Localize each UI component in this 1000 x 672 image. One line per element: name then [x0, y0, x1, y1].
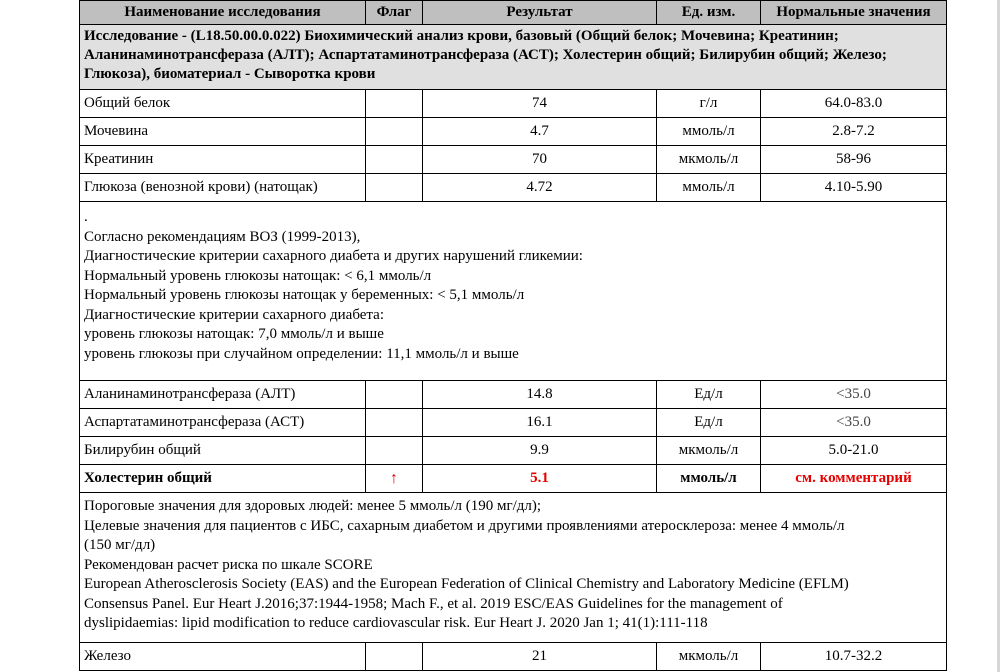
test-result: 21: [423, 643, 657, 671]
comment-line: Пороговые значения для здоровых людей: менее 5 ммоль/л (190 мг/дл);: [84, 498, 542, 514]
test-unit: мкмоль/л: [657, 437, 761, 465]
test-name: Железо: [80, 643, 366, 671]
test-unit: Ед/л: [657, 409, 761, 437]
test-unit: г/л: [657, 90, 761, 118]
test-unit: мкмоль/л: [657, 146, 761, 174]
comment-line: Consensus Panel. Eur Heart J.2016;37:1944-1958; Mach F., et al. 2019 ESC/EAS Guidelines for the management of: [84, 595, 783, 612]
lab-results-table: [79, 0, 947, 671]
comment-line: (150 мг/дл): [84, 537, 156, 553]
test-result: 70: [423, 146, 657, 174]
test-norm: <35.0: [761, 381, 947, 409]
cholesterol-comment: [80, 493, 947, 643]
comment-line: dyslipidaemias: lipid modification to reduce cardiovascular risk. Eur Heart J. 2020 Jan 1; 41(1):111-118: [84, 615, 708, 631]
test-norm: 4.10-5.90: [761, 174, 947, 202]
comment-line: уровень глюкозы при случайном определении: 11,1 ммоль/л и выше: [84, 345, 519, 362]
comment-line: European Atherosclerosis Society (EAS) and the European Federation of Clinical Chemistry and Laboratory Medicine (EFLM): [84, 576, 849, 592]
comment-line: Диагностические критерии сахарного диабета:: [84, 306, 384, 323]
table-row: [80, 437, 947, 465]
header-norm: Нормальные значения: [761, 1, 947, 25]
test-name: Глюкоза (венозной крови) (натощак): [80, 174, 366, 202]
high-flag-icon: ↑: [366, 465, 423, 493]
test-norm: см. комментарий: [761, 465, 947, 493]
test-norm: 5.0-21.0: [761, 437, 947, 465]
test-flag: [366, 437, 423, 465]
test-result: 14.8: [423, 381, 657, 409]
comment-line: .: [84, 209, 88, 225]
comment-line: Диагностические критерии сахарного диабета и других нарушений гликемии:: [84, 248, 583, 264]
test-flag: [366, 174, 423, 202]
test-flag: [366, 381, 423, 409]
comment-line: Рекомендован расчет риска по шкале SCORE: [84, 556, 373, 573]
comment-line: Целевые значения для пациентов с ИБС, сахарным диабетом и другими проявлениями атеросклероза: менее 4 ммоль/л: [84, 517, 845, 534]
section-row: [80, 25, 947, 90]
comment-line: уровень глюкозы натощак: 7,0 ммоль/л и выше: [84, 326, 384, 342]
test-unit: ммоль/л: [657, 174, 761, 202]
comment-line: Нормальный уровень глюкозы натощак: < 6,1 ммоль/л: [84, 267, 432, 284]
table-row: [80, 90, 947, 118]
table-row: [80, 146, 947, 174]
test-unit: мкмоль/л: [657, 643, 761, 671]
test-flag: [366, 643, 423, 671]
glucose-comment: [80, 202, 947, 381]
header-unit: Ед. изм.: [657, 1, 761, 25]
test-flag: [366, 146, 423, 174]
table-row: [80, 643, 947, 671]
test-name: Общий белок: [80, 90, 366, 118]
test-flag: [366, 90, 423, 118]
section-title: Исследование - (L18.50.00.0.022) Биохимический анализ крови, базовый (Общий белок; Мочевина; Креатинин; Аланинаминотрансфераза (АЛТ); Аспартатаминотрансфераза (АСТ); Холестерин общий; Билирубин общий; Железо; Глюкоза), биоматериал - Сыворотка крови: [80, 25, 947, 90]
table-row-flagged: [80, 465, 947, 493]
test-result: 4.72: [423, 174, 657, 202]
test-norm: 64.0-83.0: [761, 90, 947, 118]
comment-line: Согласно рекомендациям ВОЗ (1999-2013),: [84, 228, 361, 245]
test-name: Аланинаминотрансфераза (АЛТ): [80, 381, 366, 409]
test-result: 74: [423, 90, 657, 118]
table-row: [80, 118, 947, 146]
comment-line: Нормальный уровень глюкозы натощак у беременных: < 5,1 ммоль/л: [84, 287, 525, 303]
header-name: Наименование исследования: [80, 1, 366, 25]
test-name: Холестерин общий: [80, 465, 366, 493]
table-row: [80, 409, 947, 437]
test-norm: 10.7-32.2: [761, 643, 947, 671]
header-result: Результат: [423, 1, 657, 25]
test-result: 4.7: [423, 118, 657, 146]
test-norm: 2.8-7.2: [761, 118, 947, 146]
test-name: Аспартатаминотрансфераза (АСТ): [80, 409, 366, 437]
glucose-comment-row: [80, 202, 947, 381]
test-flag: [366, 118, 423, 146]
test-unit: ммоль/л: [657, 465, 761, 493]
test-norm: <35.0: [761, 409, 947, 437]
test-flag: [366, 409, 423, 437]
table-header-row: [80, 1, 947, 25]
test-result: 9.9: [423, 437, 657, 465]
test-name: Мочевина: [80, 118, 366, 146]
test-result: 16.1: [423, 409, 657, 437]
test-unit: ммоль/л: [657, 118, 761, 146]
test-norm: 58-96: [761, 146, 947, 174]
cholesterol-comment-row: [80, 493, 947, 643]
test-result: 5.1: [423, 465, 657, 493]
table-row: [80, 381, 947, 409]
test-name: Креатинин: [80, 146, 366, 174]
table-row: [80, 174, 947, 202]
header-flag: Флаг: [366, 1, 423, 25]
test-unit: Ед/л: [657, 381, 761, 409]
test-name: Билирубин общий: [80, 437, 366, 465]
